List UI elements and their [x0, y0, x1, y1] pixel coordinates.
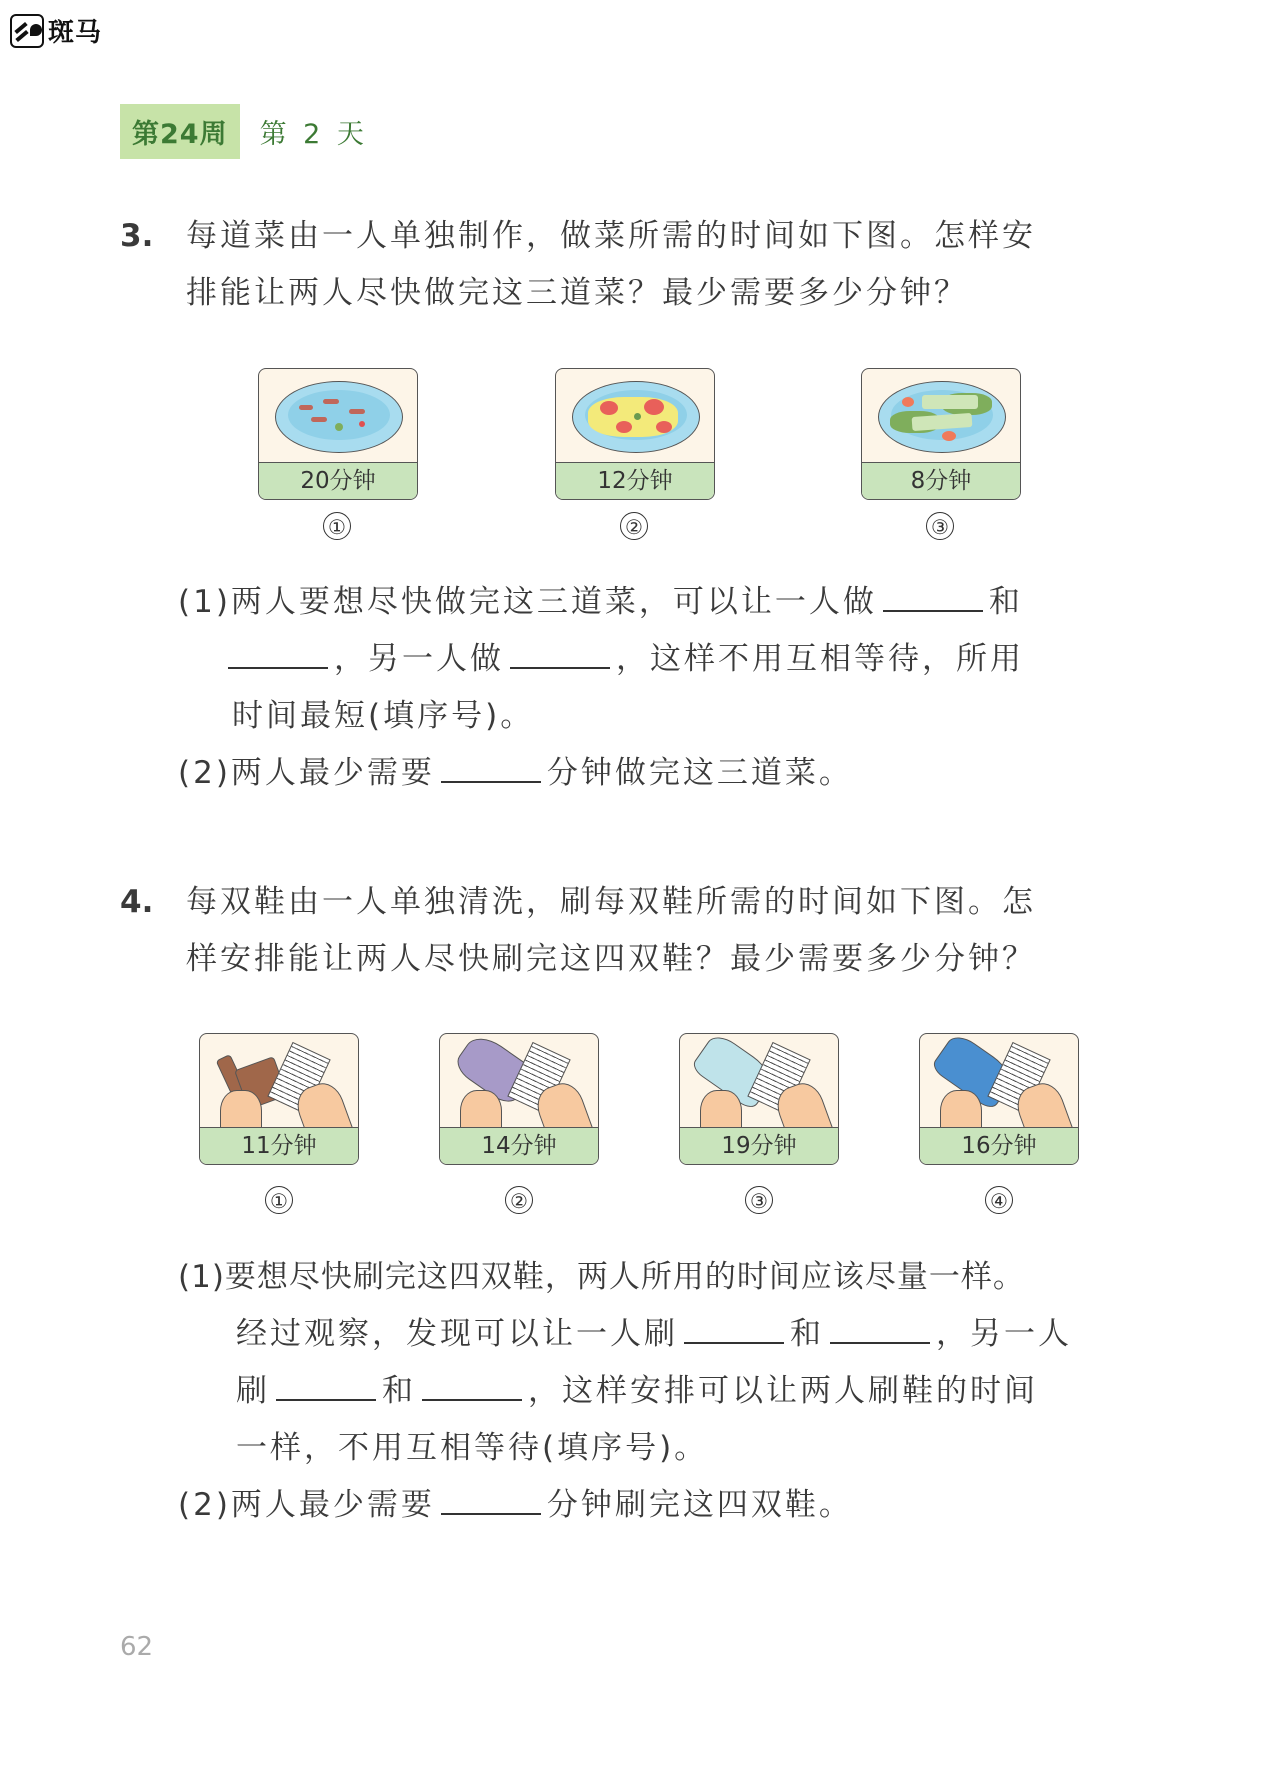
question-number: 3.	[120, 218, 154, 254]
shoe-card-2	[439, 1033, 599, 1165]
dish-time-label: 12分钟	[556, 462, 714, 499]
dish-index-1: ①	[323, 512, 351, 540]
dish-time-label: 20分钟	[259, 462, 417, 499]
page-number: 62	[120, 1632, 154, 1662]
sub1-text: 两人要想尽快做完这三道菜，可以让一人做	[230, 584, 877, 620]
sub2-text: 分钟做完这三道菜。	[546, 755, 853, 791]
answer-blank[interactable]	[228, 637, 328, 669]
shoe-time-label: 16分钟	[920, 1127, 1078, 1164]
question-text-line2: 样安排能让两人尽快刷完这四双鞋？最少需要多少分钟？	[186, 941, 1036, 977]
answer-blank[interactable]	[510, 637, 610, 669]
answer-blank[interactable]	[422, 1369, 522, 1401]
question-4-sub1-line2	[236, 1306, 1072, 1363]
purple-sneaker-icon	[440, 1034, 598, 1130]
question-4-sub2	[178, 1477, 853, 1534]
sub2-text: 分钟刷完这四双鞋。	[546, 1487, 853, 1523]
question-4-sub1-line4: 一样，不用互相等待(填序号)。	[236, 1430, 709, 1466]
sub1-text: ，另一人	[936, 1316, 1072, 1352]
shoe-time-label: 19分钟	[680, 1127, 838, 1164]
zebra-logo-icon	[10, 14, 44, 48]
dish-index-3: ③	[926, 512, 954, 540]
sub-prefix: (1)	[178, 1259, 225, 1295]
question-3-sub1-line2	[228, 631, 1024, 688]
tomato-egg-dish-icon	[556, 369, 714, 465]
answer-blank[interactable]	[883, 580, 983, 612]
question-text-line2: 排能让两人尽快做完这三道菜？最少需要多少分钟？	[186, 275, 968, 311]
shoe-index-3: ③	[745, 1186, 773, 1214]
vegetable-dish-icon	[862, 369, 1020, 465]
shoe-index-4: ④	[985, 1186, 1013, 1214]
light-blue-canvas-shoe-icon	[680, 1034, 838, 1130]
sub-prefix: (2)	[178, 755, 231, 791]
question-3-sub1-line3: 时间最短(填序号)。	[232, 698, 535, 734]
question-text-line1: 每双鞋由一人单独清洗，刷每双鞋所需的时间如下图。怎	[186, 884, 1036, 920]
day-label: 第 2 天	[259, 119, 368, 150]
question-4-sub1	[178, 1249, 1025, 1306]
blue-sneaker-icon	[920, 1034, 1078, 1130]
shoe-time-label: 11分钟	[200, 1127, 358, 1164]
question-4-title	[120, 874, 1036, 988]
sub2-text: 两人最少需要	[230, 755, 435, 791]
shoe-time-label: 14分钟	[440, 1127, 598, 1164]
week-badge: 第24周	[120, 104, 240, 159]
question-3-title	[120, 208, 1036, 322]
dish-card-3	[861, 368, 1021, 500]
sub1-text: 要想尽快刷完这四双鞋，两人所用的时间应该尽量一样。	[224, 1259, 1025, 1295]
stir-fry-dish-icon	[259, 369, 417, 465]
sub1-text: 经过观察，发现可以让一人刷	[236, 1316, 678, 1352]
answer-blank[interactable]	[830, 1312, 930, 1344]
shoe-card-3	[679, 1033, 839, 1165]
dish-card-2	[555, 368, 715, 500]
sub-prefix: (2)	[178, 1487, 231, 1523]
sub1-text: ，这样不用互相等待，所用	[616, 641, 1024, 677]
shoe-index-1: ①	[265, 1186, 293, 1214]
question-text-line1: 每道菜由一人单独制作，做菜所需的时间如下图。怎样安	[186, 218, 1036, 254]
dish-card-1	[258, 368, 418, 500]
shoe-index-2: ②	[505, 1186, 533, 1214]
answer-blank[interactable]	[684, 1312, 784, 1344]
sub2-text: 两人最少需要	[230, 1487, 435, 1523]
brand-logo	[10, 12, 102, 49]
sub-prefix: (1)	[178, 584, 231, 620]
question-4-sub1-line3	[236, 1363, 1038, 1420]
dish-time-label: 8分钟	[862, 462, 1020, 499]
question-3-sub2	[178, 745, 853, 802]
brand-name: 斑马	[48, 18, 103, 48]
sub1-text: 刷	[236, 1373, 270, 1409]
sub1-text: 和	[988, 584, 1023, 620]
sub1-text: ，这样安排可以让两人刷鞋的时间	[528, 1373, 1038, 1409]
answer-blank[interactable]	[441, 751, 541, 783]
question-number: 4.	[120, 884, 154, 920]
dish-index-2: ②	[620, 512, 648, 540]
answer-blank[interactable]	[441, 1483, 541, 1515]
question-3-sub1	[178, 574, 1023, 631]
shoe-card-1	[199, 1033, 359, 1165]
shoe-card-4	[919, 1033, 1079, 1165]
brown-sandal-icon	[200, 1034, 358, 1130]
sub1-text: 和	[382, 1373, 416, 1409]
answer-blank[interactable]	[276, 1369, 376, 1401]
sub1-text: 和	[790, 1316, 824, 1352]
sub1-text: ，另一人做	[334, 641, 504, 677]
page-header	[120, 104, 368, 159]
